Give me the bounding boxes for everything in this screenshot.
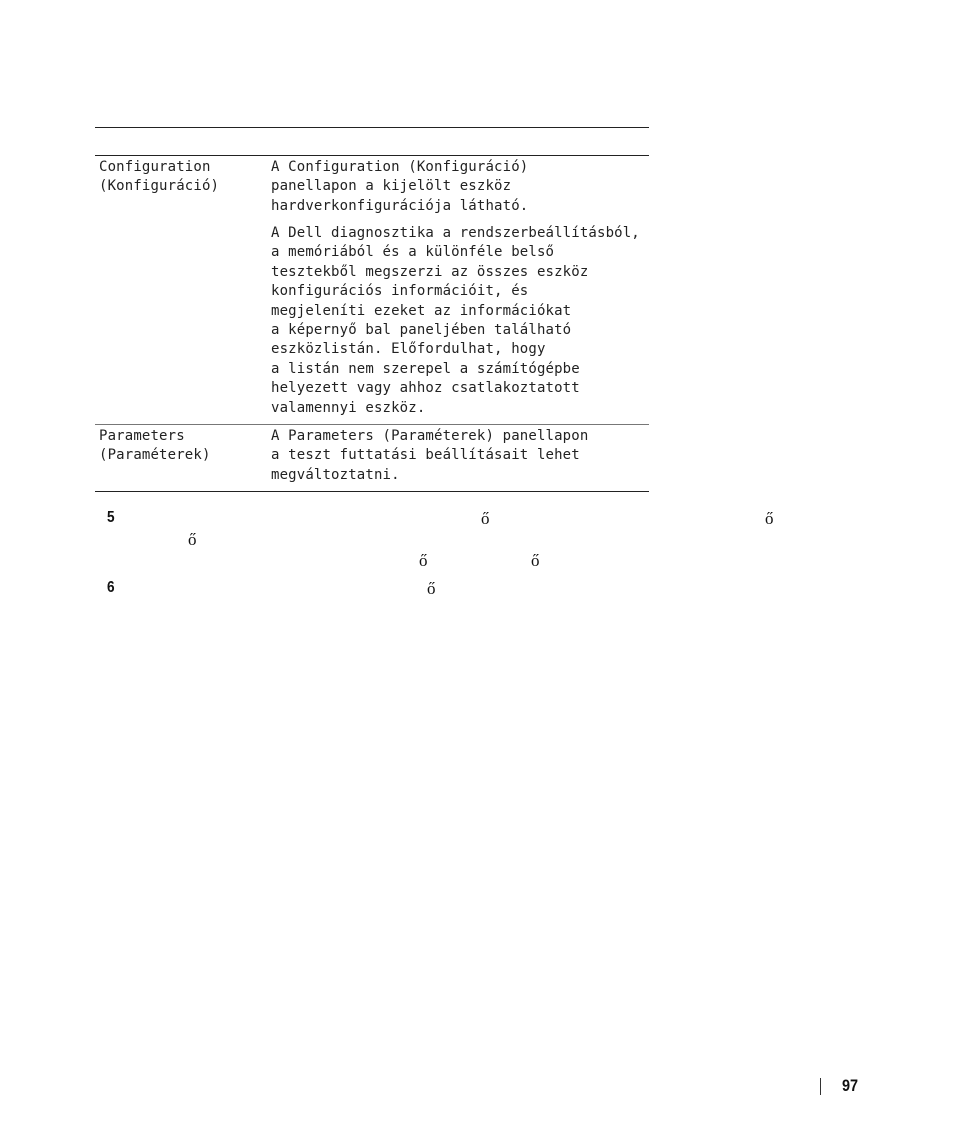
step-5-glyph: ő bbox=[188, 530, 197, 549]
step-5-glyph: ő bbox=[531, 551, 540, 570]
step-5-glyph: ő bbox=[481, 509, 490, 528]
row-desc-parameters: A Parameters (Paraméterek) panellapon a teszt futtatási beállításait lehet megváltoztatni. bbox=[271, 428, 589, 483]
table-bottom-rule bbox=[95, 491, 649, 492]
table-header-rule bbox=[95, 155, 649, 156]
table-top-rule bbox=[95, 127, 649, 128]
step-number: 6 bbox=[107, 579, 115, 596]
step-6-glyph: ő bbox=[427, 579, 436, 598]
page-number: 97 bbox=[842, 1076, 859, 1095]
row-desc-configuration-p1: A Configuration (Konfiguráció) panellapon a kijelölt eszköz hardverkonfigurációja látható. bbox=[271, 159, 529, 214]
row-term-parameters: Parameters (Paraméterek) bbox=[99, 428, 211, 464]
row-term-configuration: Configuration (Konfiguráció) bbox=[99, 159, 220, 195]
table-row-divider bbox=[95, 424, 649, 425]
step-5-glyph: ő bbox=[765, 509, 774, 528]
step-5-glyph: ő bbox=[419, 551, 428, 570]
footer-divider bbox=[820, 1078, 821, 1095]
row-desc-configuration-p2: A Dell diagnosztika a rendszerbeállításból, a memóriából és a különféle belső tesztekből megszerzi az összes eszköz konfigurációs információit, és megjeleníti ezeket az információkat a képernyő bal paneljében található eszközlistán. Előfordulhat, hogy a listán nem szerepel a számítógépbe helyezett vagy ahhoz csatlakoztatott valamennyi eszköz. bbox=[271, 225, 640, 416]
step-number: 5 bbox=[107, 509, 115, 526]
